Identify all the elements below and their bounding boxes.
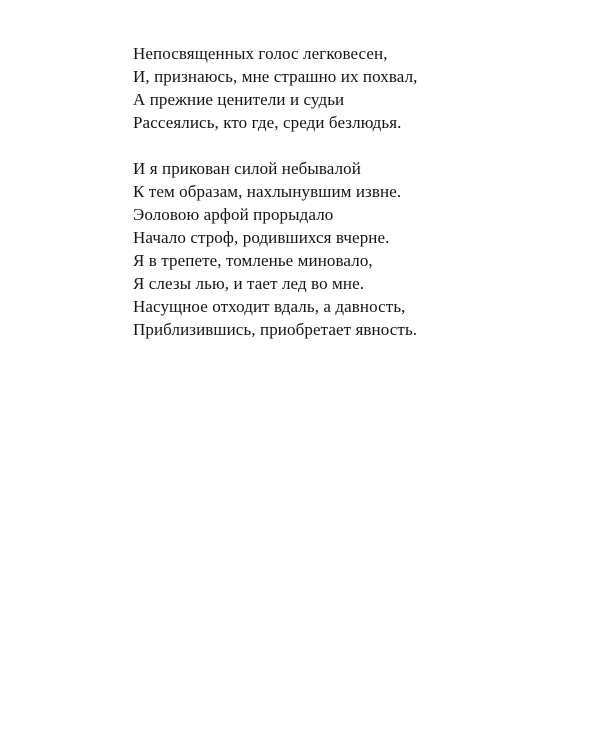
- poem-text: [133, 42, 573, 341]
- poem-line: Эоловою арфой прорыдало: [133, 205, 334, 224]
- poem-line: Я в трепете, томленье миновало,: [133, 251, 373, 270]
- poem-line: Я слезы лью, и тает лед во мне.: [133, 274, 365, 293]
- poem-line: И, признаюсь, мне страшно их похвал,: [133, 67, 418, 86]
- poem-line: Начало строф, родившихся вчерне.: [133, 228, 390, 247]
- poem-line: А прежние ценители и судьи: [133, 90, 345, 109]
- stanza-1: [133, 42, 573, 134]
- poem-line: И я прикован силой небывалой: [133, 159, 361, 178]
- poem-line: К тем образам, нахлынувшим извне.: [133, 182, 402, 201]
- poem-line: Насущное отходит вдаль, а давность,: [133, 297, 406, 316]
- poem-line: Непосвященных голос легковесен,: [133, 44, 388, 63]
- poem-line: Приблизившись, приобретает явность.: [133, 320, 418, 339]
- stanza-2: [133, 157, 573, 341]
- poem-line: Рассеялись, кто где, среди безлюдья.: [133, 113, 402, 132]
